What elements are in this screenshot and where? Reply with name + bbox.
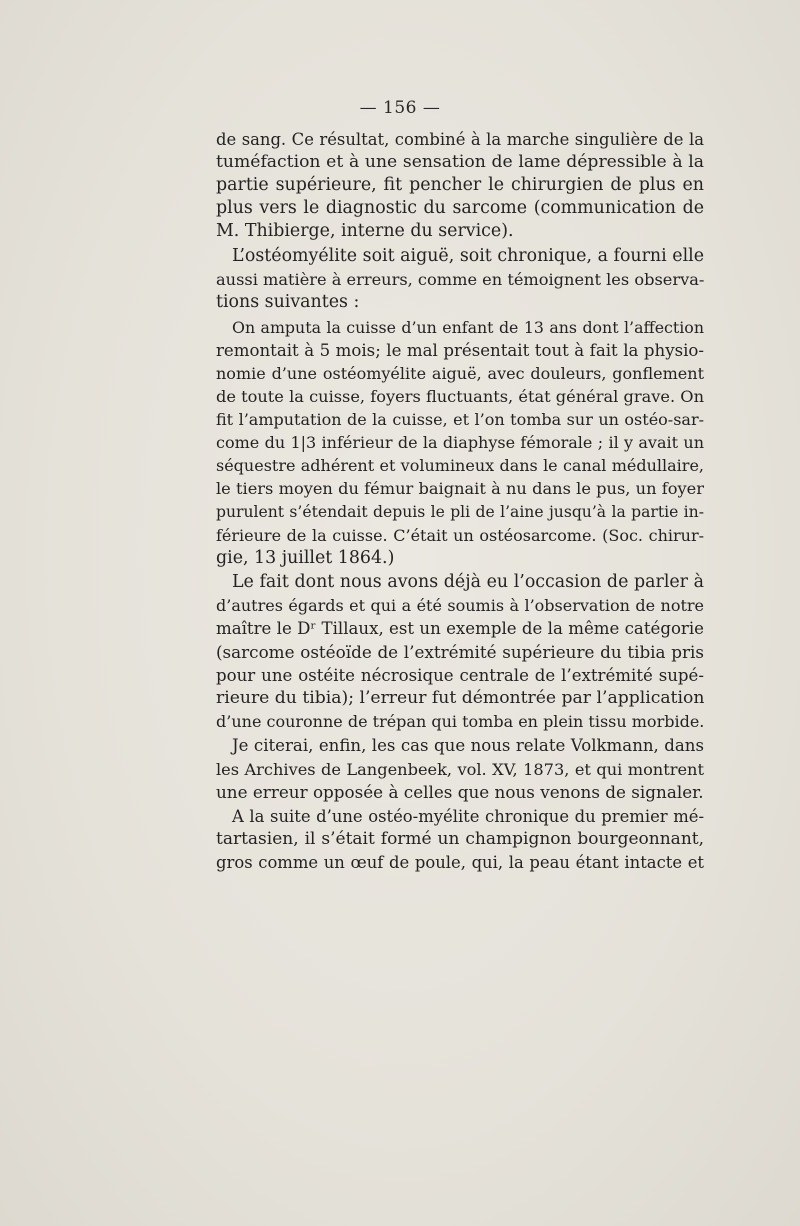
text-line: On amputa la cuisse d’un enfant de 13 ans dont l’affection <box>232 317 704 337</box>
page-number: — 156 — <box>359 98 441 118</box>
text-line: tartasien, il s’était formé un champignon bourgeonnant, <box>216 829 704 850</box>
text-line: Je citerai, enfin, les cas que nous relate Volkmann, dans <box>232 736 704 756</box>
text-line: férieure de la cuisse. C’était un ostéosarcome. (Soc. chirur- <box>216 525 704 545</box>
text-line: tuméfaction et à une sensation de lame dépressible à la <box>216 152 704 173</box>
text-line: tions suivantes : <box>216 292 360 313</box>
text-line: de toute la cuisse, foyers fluctuants, état général grave. On <box>216 387 704 407</box>
text-line: maître le Dʳ Tillaux, est un exemple de la même catégorie <box>216 619 704 639</box>
text-line: L’ostéomyélite soit aiguë, soit chronique, a fourni elle <box>232 245 704 266</box>
text-line: plus vers le diagnostic du sarcome (communication de <box>216 198 704 219</box>
text-line: rieure du tibia); l’erreur fut démontrée par l’application <box>216 687 705 708</box>
text-line: remontait à 5 mois; le mal présentait tout à fait la physio- <box>216 340 704 360</box>
text-line: gie, 13 juillet 1864.) <box>216 547 395 568</box>
text-line: séquestre adhérent et volumineux dans le canal médullaire, <box>216 456 704 476</box>
text-line: d’autres égards et qui a été soumis à l’observation de notre <box>216 596 704 616</box>
text-line: come du 1|3 inférieur de la diaphyse fémorale ; il y avait un <box>216 433 704 453</box>
text-line: (sarcome ostéoïde de l’extrémité supérieure du tibia pris <box>216 641 704 662</box>
text-line: aussi matière à erreurs, comme en témoignent les observa- <box>216 270 705 290</box>
text-line: M. Thibierge, interne du service). <box>216 221 514 242</box>
text-line: pour une ostéite nécrosique centrale de l’extrémité supé- <box>216 665 704 685</box>
text-line: gros comme un œuf de poule, qui, la peau étant intacte et <box>216 853 704 873</box>
body-text <box>216 128 704 875</box>
text-line: les Archives de Langenbeek, vol. XV, 1873, et qui montrent <box>216 759 704 779</box>
text-line: d’une couronne de trépan qui tomba en plein tissu morbide. <box>216 711 705 731</box>
text-line: nomie d’une ostéomyélite aiguë, avec douleurs, gonflement <box>216 363 704 383</box>
text-line: fit l’amputation de la cuisse, et l’on tomba sur un ostéo-sar- <box>216 410 704 430</box>
text-line: Le fait dont nous avons déjà eu l’occasion de parler à <box>232 572 704 593</box>
text-line: partie supérieure, fit pencher le chirurgien de plus en <box>216 175 704 196</box>
text-line: le tiers moyen du fémur baignait à nu dans le pus, un foyer <box>216 479 704 499</box>
text-line: A la suite d’une ostéo-myélite chronique du premier mé- <box>232 807 704 827</box>
text-line: purulent s’étendait depuis le pli de l’aine jusqu’à la partie in- <box>216 502 704 521</box>
text-line: une erreur opposée à celles que nous venons de signaler. <box>216 781 704 802</box>
text-line: de sang. Ce résultat, combiné à la marche singulière de la <box>216 130 704 149</box>
